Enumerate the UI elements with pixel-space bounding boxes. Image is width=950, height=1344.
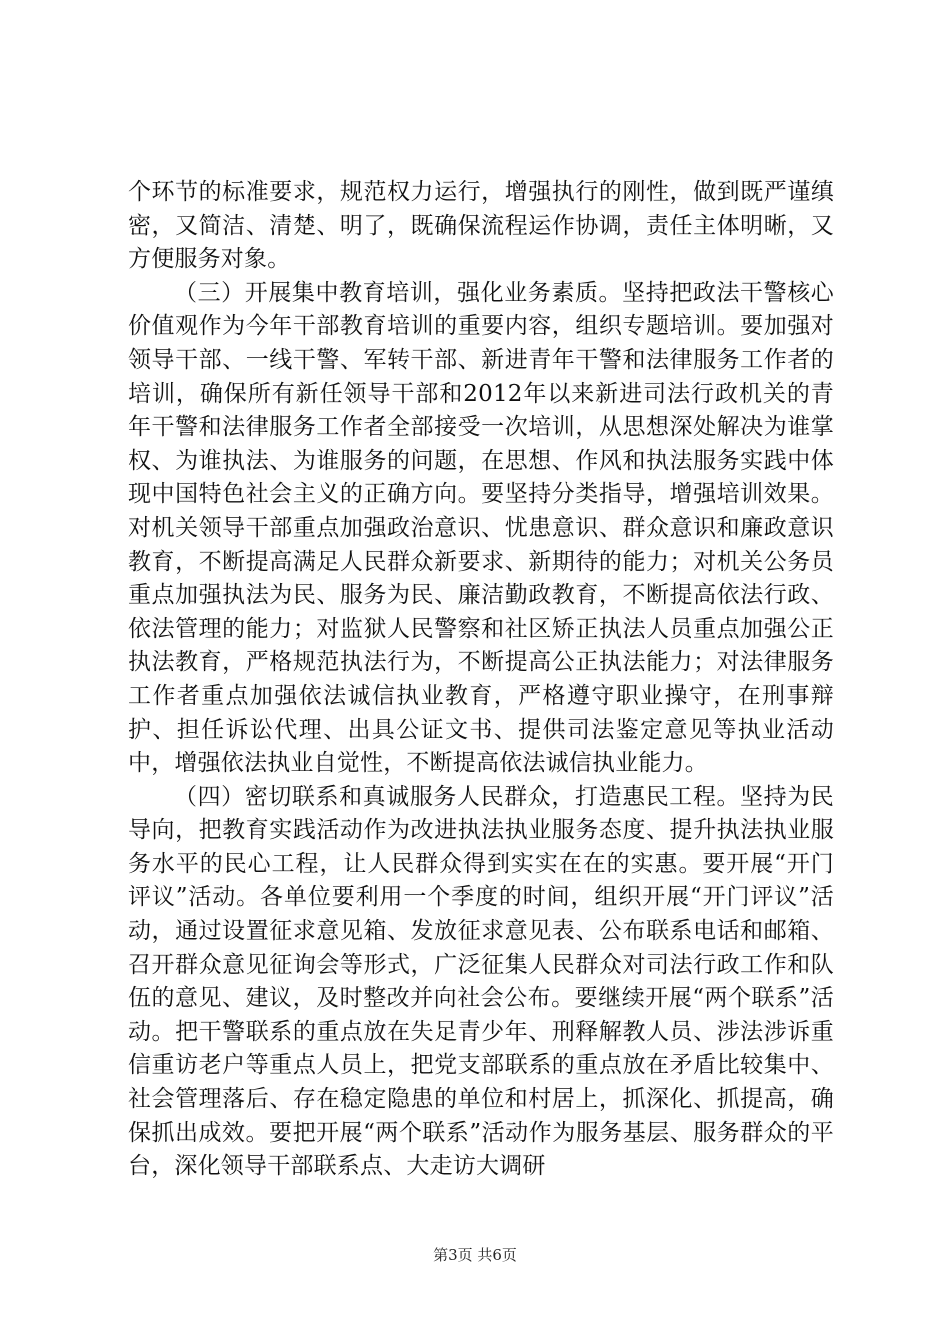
page-number-footer: 第3页 共6页 <box>433 1246 517 1264</box>
paragraph-section-three: （三）开展集中教育培训，强化业务素质。坚持把政法干警核心价值观作为今年干部教育培训的重要内容，组织专题培训。要加强对领导干部、一线干警、军转干部、新进青年干警和法律服务工作者的培训，确保所有新任领导干部和2012年以来新进司法行政机关的青年干警和法律服务工作者全部接受一次培训，从思想深处解决为谁掌权、为谁执法、为谁服务的问题，在思想、作风和执法服务实践中体现中国特色社会主义的正确方向。要坚持分类指导，增强培训效果。对机关领导干部重点加强政治意识、忧患意识、群众意识和廉政意识教育，不断提高满足人民群众新要求、新期待的能力；对机关公务员重点加强执法为民、服务为民、廉洁勤政教育，不断提高依法行政、依法管理的能力；对监狱人民警察和社区矫正执法人员重点加强公正执法教育，严格规范执法行为，不断提高公正执法能力；对法律服务工作者重点加强依法诚信执业教育，严格遵守职业操守，在刑事辩护、担任诉讼代理、出具公证文书、提供司法鉴定意见等执业活动中，增强依法执业自觉性，不断提高依法诚信执业能力。 <box>128 279 834 777</box>
paragraph-continuation: 个环节的标准要求，规范权力运行，增强执行的刚性，做到既严谨缜密，又简洁、清楚、明了，既确保流程运作协调，责任主体明晰，又方便服务对象。 <box>128 179 834 273</box>
document-body <box>128 176 834 1184</box>
paragraph-section-four: （四）密切联系和真诚服务人民群众，打造惠民工程。坚持为民导向，把教育实践活动作为改进执法执业服务态度、提升执法执业服务水平的民心工程，让人民群众得到实实在在的实惠。要开展“开门评议”活动。各单位要利用一个季度的时间，组织开展“开门评议”活动，通过设置征求意见箱、发放征求意见表、公布联系电话和邮箱、召开群众意见征询会等形式，广泛征集人民群众对司法行政工作和队伍的意见、建议，及时整改并向社会公布。要继续开展“两个联系”活动。把干警联系的重点放在失足青少年、刑释解教人员、涉法涉诉重信重访老户等重点人员上，把党支部联系的重点放在矛盾比较集中、社会管理落后、存在稳定隐患的单位和村居上，抓深化、抓提高，确保抓出成效。要把开展“两个联系”活动作为服务基层、服务群众的平台，深化领导干部联系点、大走访大调研 <box>128 783 834 1180</box>
